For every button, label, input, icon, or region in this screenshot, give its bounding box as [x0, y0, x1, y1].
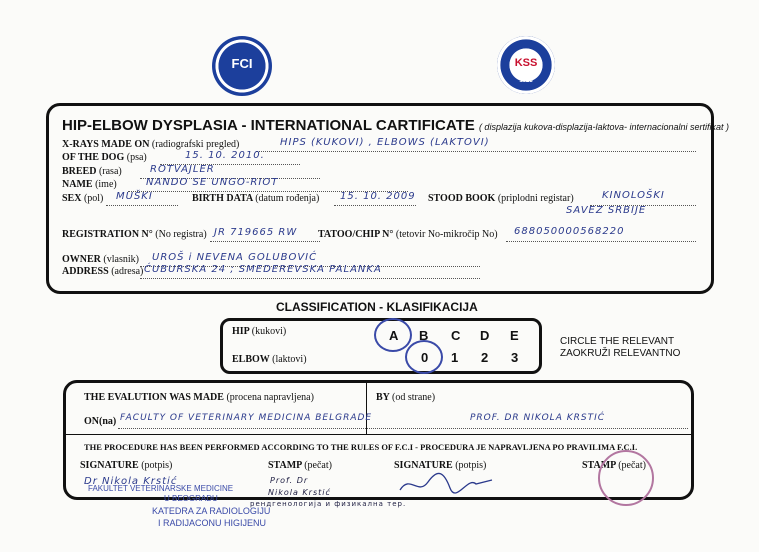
- address-value: ĆUBURSKA 24 ; SMEDEREVSKA PALANKA: [144, 264, 382, 275]
- signature1-label-text: SIGNATURE: [80, 460, 139, 471]
- owner-value: UROŠ i NEVENA GOLUBOVIĆ: [152, 252, 318, 263]
- stamp-blue-3: KATEDRA ZA RADIOLOGIJU: [152, 506, 271, 516]
- stamp-hand-3: рендгенологија и физикална тер.: [250, 500, 407, 508]
- classification-title: CLASSIFICATION - KLASIFIKACIJA: [276, 300, 478, 314]
- birth-value: 15. 10. 2009: [340, 191, 416, 202]
- sex-line: [106, 204, 178, 206]
- certificate-title: [62, 117, 729, 134]
- evaluation-separator: [66, 434, 691, 435]
- address-label-text: ADDRESS: [62, 266, 109, 277]
- name-value: NANDO SE UNGO-RIOT: [146, 177, 279, 188]
- stood-value-2: SAVEZ SRBIJE: [566, 205, 647, 216]
- sex-label-sub: (pol): [83, 193, 104, 204]
- on-value: FACULTY OF VETERINARY MEDICINA BELGRADE: [120, 413, 373, 423]
- by-label-sub: (od strane): [392, 392, 436, 403]
- birth-label: [192, 193, 319, 204]
- stamp1-label-sub: (pečat): [304, 460, 332, 471]
- circle-instruction-sr: ZAOKRUŽI RELEVANTNO: [560, 348, 681, 359]
- hip-grade-c[interactable]: C: [451, 328, 461, 343]
- stamp-blue-2: U BEOGRADU: [164, 494, 218, 503]
- kss-logo-year: 1923: [519, 78, 533, 84]
- kss-logo-label: KSS: [514, 57, 538, 69]
- stamp-hand-2: Nikola Krstić: [268, 488, 331, 497]
- fci-logo: [212, 36, 272, 96]
- hip-label-text: HIP: [232, 326, 250, 337]
- tatoo-label-sub: (tetovir No-mikročip No): [395, 229, 498, 240]
- hip-grade-b[interactable]: B: [419, 328, 429, 343]
- hip-grade-a[interactable]: A: [389, 328, 399, 343]
- ofdog-label-sub: (psa): [126, 152, 147, 163]
- certificate-title-text: HIP-ELBOW DYSPLASIA - INTERNATIONAL CARTIFICATE: [62, 117, 475, 134]
- xrays-line: [256, 150, 696, 152]
- elbow-grade-2[interactable]: 2: [481, 350, 489, 365]
- reg-value: JR 719665 RW: [214, 227, 298, 238]
- breed-value: ROTVAJLER: [150, 164, 215, 175]
- on-label: ON(na): [84, 416, 117, 427]
- fci-logo-label: FCI: [231, 56, 253, 71]
- round-stamp: [598, 450, 654, 506]
- breed-label: [62, 166, 122, 177]
- stamp-hand-1: Prof. Dr: [270, 476, 309, 485]
- hip-grade-e[interactable]: E: [510, 328, 519, 343]
- owner-label-text: OWNER: [62, 254, 101, 265]
- xrays-label-sub: (radiografski pregled): [151, 139, 240, 150]
- address-label-sub: (adresa): [111, 266, 144, 277]
- elbow-grade-1[interactable]: 1: [451, 350, 459, 365]
- by-value: PROF. DR NIKOLA KRSTIĆ: [470, 413, 606, 423]
- by-label-text: BY: [376, 392, 390, 403]
- reg-label-text: REGISTRATION N°: [62, 229, 153, 240]
- sex-label: [62, 193, 103, 204]
- elbow-label: [232, 354, 307, 365]
- signature1-label: [80, 460, 172, 471]
- made-label-sub: (procena napravljena): [226, 392, 314, 403]
- xrays-label: [62, 139, 239, 150]
- by-label: [376, 392, 435, 403]
- stood-value-1: KINOLOŠKI: [602, 190, 665, 201]
- signature2-label-text: SIGNATURE: [394, 460, 453, 471]
- ofdog-label: [62, 152, 147, 163]
- stamp-blue-4: I RADIJACONU HIGIJENU: [158, 518, 267, 528]
- tatoo-label-text: TATOO/CHIP N°: [318, 229, 394, 240]
- made-label-text: THE EVALUTION WAS MADE: [84, 392, 224, 403]
- address-label: [62, 266, 143, 277]
- birth-line: [334, 204, 416, 206]
- breed-label-text: BREED: [62, 166, 97, 177]
- hip-grade-d[interactable]: D: [480, 328, 490, 343]
- stamp1-label-text: STAMP: [268, 460, 302, 471]
- kss-logo: [497, 36, 555, 94]
- reg-label-sub: (No registra): [155, 229, 207, 240]
- owner-label: [62, 254, 139, 265]
- xrays-value: HIPS (KUKOVI) , ELBOWS (LAKTOVI): [280, 137, 490, 148]
- made-label: [84, 392, 314, 403]
- ofdog-value: 15. 10. 2010.: [185, 150, 265, 161]
- tatoo-line: [506, 240, 696, 242]
- sex-label-text: SEX: [62, 193, 82, 204]
- signature2-scribble: [396, 466, 496, 500]
- owner-label-sub: (vlasnik): [103, 254, 139, 265]
- stamp-blue-1: FAKULTET VETERINARSKE MEDICINE: [88, 484, 234, 493]
- stood-label-text: STOOD BOOK: [428, 193, 496, 204]
- breed-label-sub: (rasa): [98, 166, 122, 177]
- hip-label: [232, 326, 286, 337]
- signature1-value: Dr Nikola Krstić: [84, 476, 178, 487]
- ofdog-label-text: OF THE DOG: [62, 152, 125, 163]
- stood-label: [428, 193, 574, 204]
- reg-line: [210, 240, 320, 242]
- tatoo-value: 688050000568220: [514, 226, 625, 237]
- birth-label-sub: (datum rođenja): [255, 193, 320, 204]
- on-line: [118, 427, 688, 429]
- certificate-subtitle: ( displazija kukova-displazija-laktova- internacionalni sertifikat ): [478, 122, 730, 132]
- stood-label-sub: (priplodni registar): [497, 193, 574, 204]
- stamp1-label: [268, 460, 332, 471]
- address-line: [140, 277, 480, 279]
- elbow-label-sub: (laktovi): [272, 354, 307, 365]
- elbow-grade-3[interactable]: 3: [511, 350, 519, 365]
- stamp2-label-sub: (pečat): [618, 460, 646, 471]
- elbow-label-text: ELBOW: [232, 354, 270, 365]
- hip-selected-circle: [374, 318, 412, 352]
- elbow-grade-0[interactable]: 0: [421, 350, 429, 365]
- sex-value: MUŠKI: [116, 191, 153, 202]
- signature1-label-sub: (potpis): [141, 460, 173, 471]
- signature2-label-sub: (potpis): [455, 460, 487, 471]
- xrays-label-text: X-RAYS MADE ON: [62, 139, 150, 150]
- circle-instruction-en: CIRCLE THE RELEVANT: [560, 336, 675, 347]
- procedure-text: THE PROCEDURE HAS BEEN PERFORMED ACCORDING TO THE RULES OF F.C.I - PROCEDURA JE NAPRAVLJENA PO PRAVILIMA F.C.I.: [84, 442, 638, 452]
- name-label-text: NAME: [62, 179, 93, 190]
- hip-label-sub: (kukovi): [251, 326, 287, 337]
- stamp2-label-text: STAMP: [582, 460, 616, 471]
- reg-label: [62, 229, 207, 240]
- name-label: [62, 179, 117, 190]
- name-label-sub: (ime): [95, 179, 117, 190]
- elbow-selected-circle: [405, 340, 443, 374]
- birth-label-text: BIRTH DATA: [192, 193, 253, 204]
- tatoo-label: [318, 229, 498, 240]
